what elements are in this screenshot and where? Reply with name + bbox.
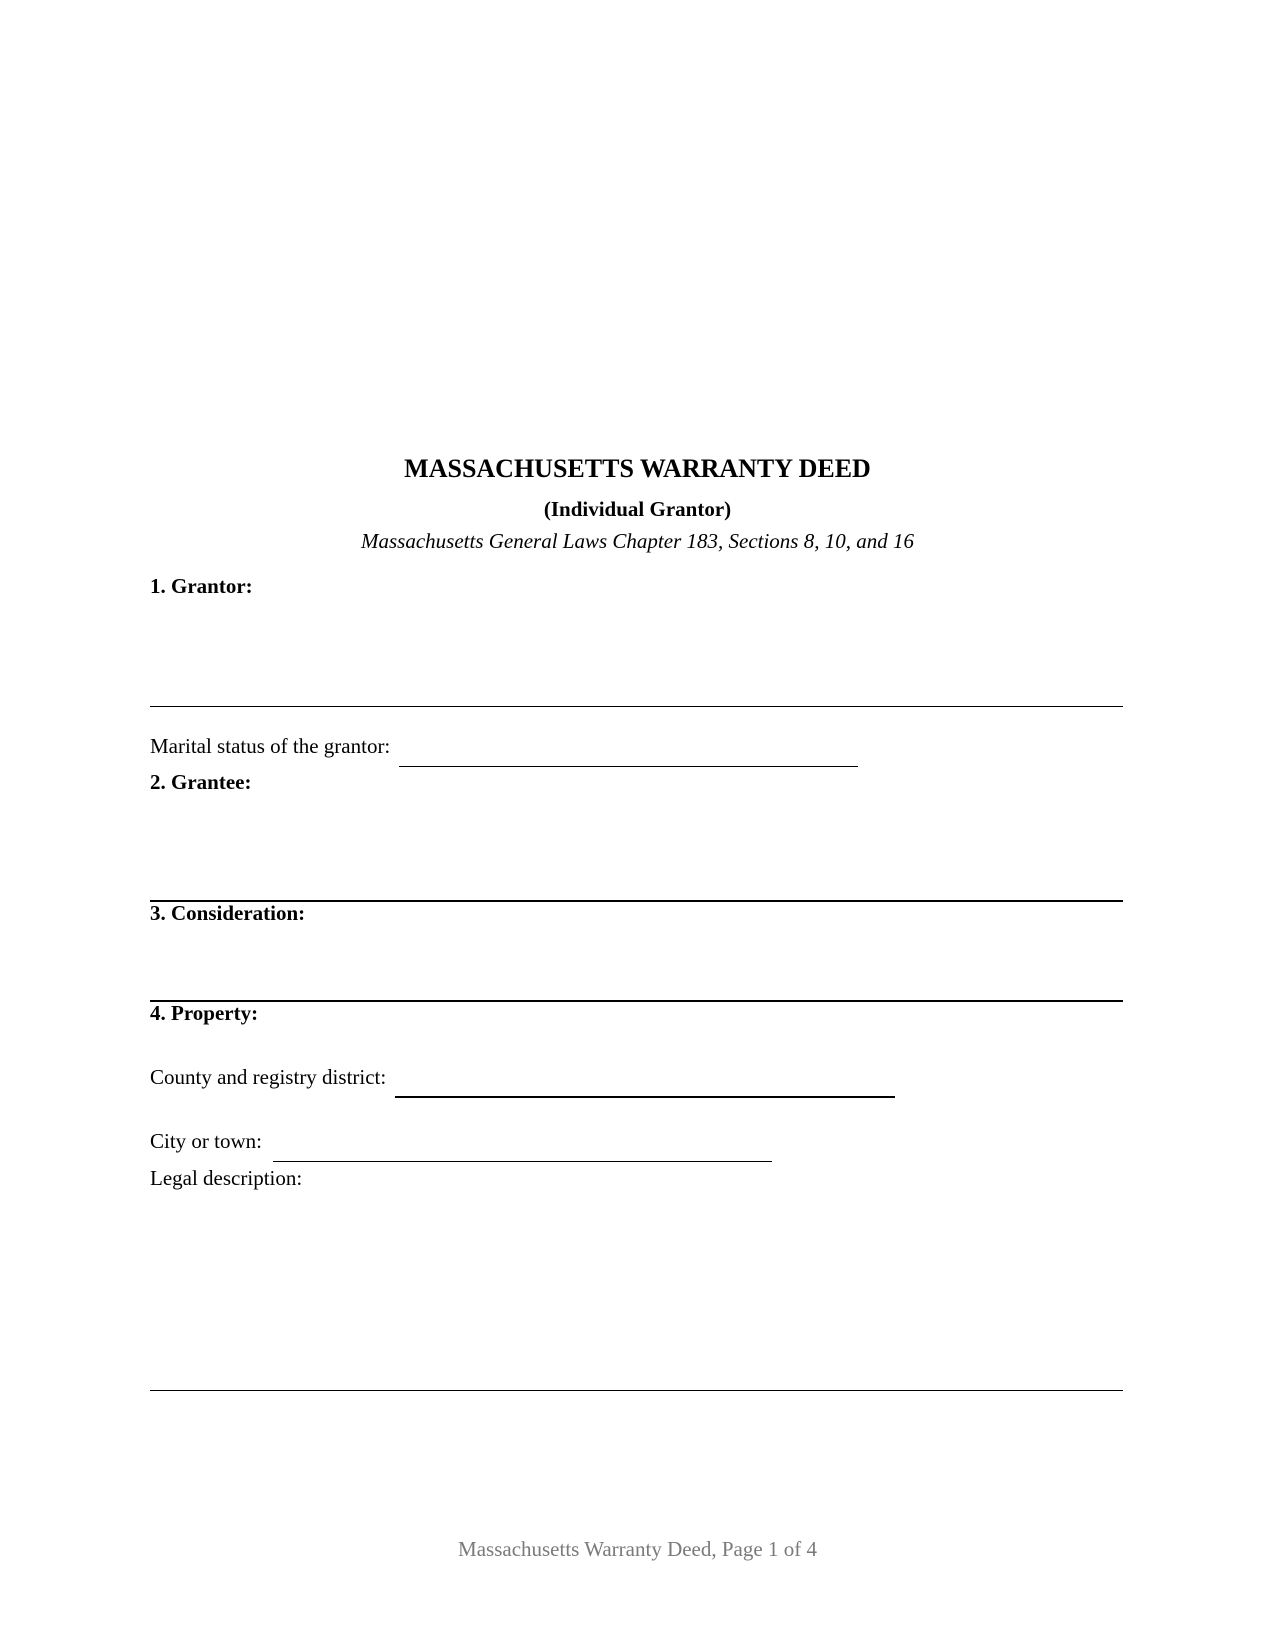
page-footer: Massachusetts Warranty Deed, Page 1 of 4 xyxy=(458,1537,817,1561)
property-heading: 4. Property: xyxy=(150,1001,259,1025)
document-title: MASSACHUSETTS WARRANTY DEED xyxy=(404,454,871,483)
grantor-name-line[interactable] xyxy=(150,706,1123,707)
marital-status-line[interactable] xyxy=(399,766,858,767)
city-line[interactable] xyxy=(273,1161,772,1162)
consideration-heading: 3. Consideration: xyxy=(150,901,306,925)
county-label: County and registry district: xyxy=(150,1065,387,1089)
city-label: City or town: xyxy=(150,1129,263,1153)
legal-description-label: Legal description: xyxy=(150,1166,303,1190)
marital-status-label: Marital status of the grantor: xyxy=(150,734,391,758)
statute-citation: Massachusetts General Laws Chapter 183, Sections 8, 10, and 16 xyxy=(361,529,914,553)
county-line[interactable] xyxy=(395,1096,895,1098)
grantee-heading: 2. Grantee: xyxy=(150,770,252,794)
consideration-line[interactable] xyxy=(150,1000,1123,1002)
grantor-heading: 1. Grantor: xyxy=(150,574,253,598)
legal-description-line[interactable] xyxy=(150,1390,1123,1391)
document-subtitle: (Individual Grantor) xyxy=(543,497,732,521)
